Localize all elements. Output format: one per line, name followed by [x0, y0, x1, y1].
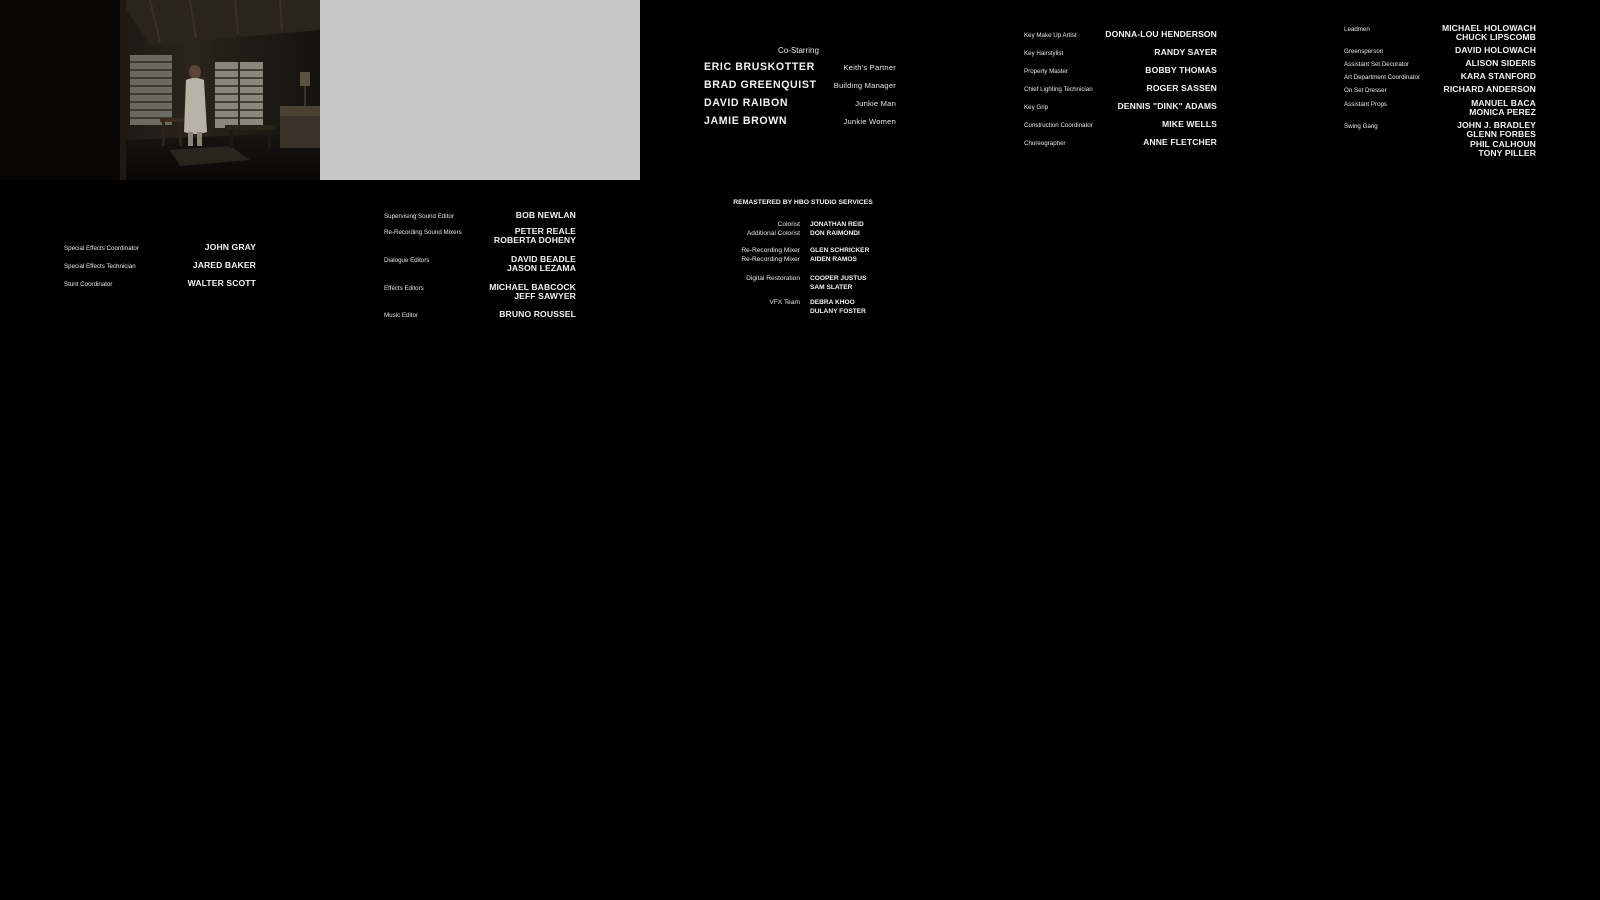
- credit-row: [1024, 30, 1217, 40]
- credit-row: [64, 243, 256, 253]
- credit-row: [1344, 46, 1536, 56]
- credit-names: BOBBY THOMAS: [1145, 65, 1217, 75]
- remaster-roles: VFX Team: [769, 299, 800, 306]
- credit-names: MANUEL BACA MONICA PEREZ: [1469, 98, 1536, 118]
- credit-names: DAVID HOLOWACH: [1455, 45, 1536, 55]
- remaster-roles: Digital Restoration: [746, 275, 800, 282]
- remaster-roles: Re-Recording Mixer Re-Recording Mixer: [741, 247, 800, 263]
- credit-role: Special Effects Coordinator: [64, 245, 139, 252]
- credit-row: [1024, 120, 1217, 130]
- credit-role: Assistant Set Decorator: [1344, 61, 1409, 68]
- credit-names: ALISON SIDERIS: [1465, 58, 1536, 68]
- credit-role: Music Editor: [384, 312, 419, 319]
- credit-row: [1344, 121, 1536, 159]
- credit-role: Property Master: [1024, 68, 1069, 75]
- costar-actor-name: JAMIE BROWN: [704, 115, 788, 127]
- costar-row: [704, 61, 896, 73]
- remaster-row: [700, 274, 920, 292]
- credit-role: Assistant Props: [1344, 101, 1387, 108]
- costar-row: [704, 79, 896, 91]
- credit-role: Greensperson: [1344, 48, 1384, 55]
- credit-names: JOHN GRAY: [204, 242, 256, 252]
- credit-row: [64, 279, 256, 289]
- remaster-row: [700, 246, 920, 264]
- credit-role: Key Make Up Artist: [1024, 32, 1077, 39]
- remaster-title: REMASTERED BY HBO STUDIO SERVICES: [733, 199, 873, 206]
- credit-role: Key Grip: [1024, 104, 1049, 111]
- credit-row: [1344, 59, 1536, 69]
- credit-names: MIKE WELLS: [1162, 119, 1217, 129]
- costarring-title: Co-Starring: [778, 46, 819, 55]
- gray-placeholder-frame: [320, 0, 640, 180]
- credit-names: WALTER SCOTT: [187, 278, 256, 288]
- costar-row: [704, 97, 896, 109]
- credit-row: [64, 261, 256, 271]
- credit-row: [1024, 102, 1217, 112]
- credit-role: Re-Recording Sound Mixers: [384, 229, 462, 236]
- credit-names: KARA STANFORD: [1460, 71, 1536, 81]
- credit-role: Swing Gang: [1344, 123, 1378, 130]
- credit-row: [384, 211, 576, 221]
- credit-role: Special Effects Technician: [64, 263, 136, 270]
- remaster-names: DEBRA KHOO DULANY FOSTER: [810, 299, 866, 315]
- credit-names: PETER REALE ROBERTA DOHENY: [493, 226, 576, 246]
- remaster-names: GLEN SCHRICKER AIDEN RAMOS: [810, 247, 870, 263]
- credit-names: RANDY SAYER: [1154, 47, 1217, 57]
- credit-row: [1024, 66, 1217, 76]
- costar-character-name: Building Manager: [833, 81, 896, 90]
- costar-character-name: Junkie Man: [855, 99, 896, 108]
- credit-row: [384, 310, 576, 320]
- costar-row: [704, 115, 896, 127]
- credit-role: On Set Dresser: [1344, 87, 1387, 94]
- remaster-row: [700, 298, 920, 316]
- credit-row: [384, 255, 576, 274]
- credit-names: RICHARD ANDERSON: [1443, 84, 1536, 94]
- remaster-names: JONATHAN REID DON RAIMONDI: [810, 221, 864, 237]
- credit-row: [1024, 84, 1217, 94]
- credit-row: [1024, 48, 1217, 58]
- credit-names: JOHN J. BRADLEY GLENN FORBES PHIL CALHOUN TONY PILLER: [1457, 120, 1536, 159]
- credit-names: BOB NEWLAN: [515, 210, 576, 220]
- credit-role: Dialogue Editors: [384, 257, 430, 264]
- credit-role: Effects Editors: [384, 285, 424, 292]
- credit-row: [1024, 138, 1217, 148]
- credit-names: MICHAEL BABCOCK JEFF SAWYER: [489, 282, 576, 302]
- credit-role: Stunt Coordinator: [64, 281, 113, 288]
- credit-names: MICHAEL HOLOWACH CHUCK LIPSCOMB: [1441, 23, 1536, 43]
- credit-role: Leadmen: [1344, 26, 1370, 33]
- credit-row: [384, 227, 576, 246]
- credit-names: ROGER SASSEN: [1146, 83, 1217, 93]
- costar-character-name: Junkie Women: [843, 117, 896, 126]
- costar-actor-name: DAVID RAIBON: [704, 97, 789, 109]
- credit-role: Art Department Coordinator: [1344, 74, 1421, 81]
- costar-actor-name: ERIC BRUSKOTTER: [704, 61, 815, 73]
- remaster-roles: Colorist Additional Colorist: [746, 221, 800, 237]
- credit-names: DONNA-LOU HENDERSON: [1105, 29, 1217, 39]
- credit-row: [1344, 24, 1536, 43]
- credit-role: Construction Coordinator: [1024, 122, 1093, 129]
- remaster-row: [700, 220, 920, 238]
- film-still-image: [0, 0, 320, 180]
- credit-names: JARED BAKER: [192, 260, 256, 270]
- costar-actor-name: BRAD GREENQUIST: [704, 79, 817, 91]
- credit-role: Chief Lighting Technician: [1024, 86, 1093, 93]
- film-still: [0, 0, 320, 180]
- credit-names: DENNIS "DINK" ADAMS: [1117, 101, 1217, 111]
- credit-row: [384, 283, 576, 302]
- credit-role: Key Hairstylist: [1024, 50, 1064, 57]
- credit-role: Supervising Sound Editor: [384, 213, 454, 220]
- credit-row: [1344, 72, 1536, 82]
- costar-character-name: Keith's Partner: [843, 63, 896, 72]
- credit-role: Choreographer: [1024, 140, 1066, 147]
- remaster-names: COOPER JUSTUS SAM SLATER: [810, 275, 867, 291]
- credit-row: [1344, 85, 1536, 95]
- credit-names: BRUNO ROUSSEL: [499, 309, 576, 319]
- credit-names: DAVID BEADLE JASON LEZAMA: [507, 254, 576, 274]
- credit-names: ANNE FLETCHER: [1143, 137, 1217, 147]
- credit-row: [1344, 99, 1536, 118]
